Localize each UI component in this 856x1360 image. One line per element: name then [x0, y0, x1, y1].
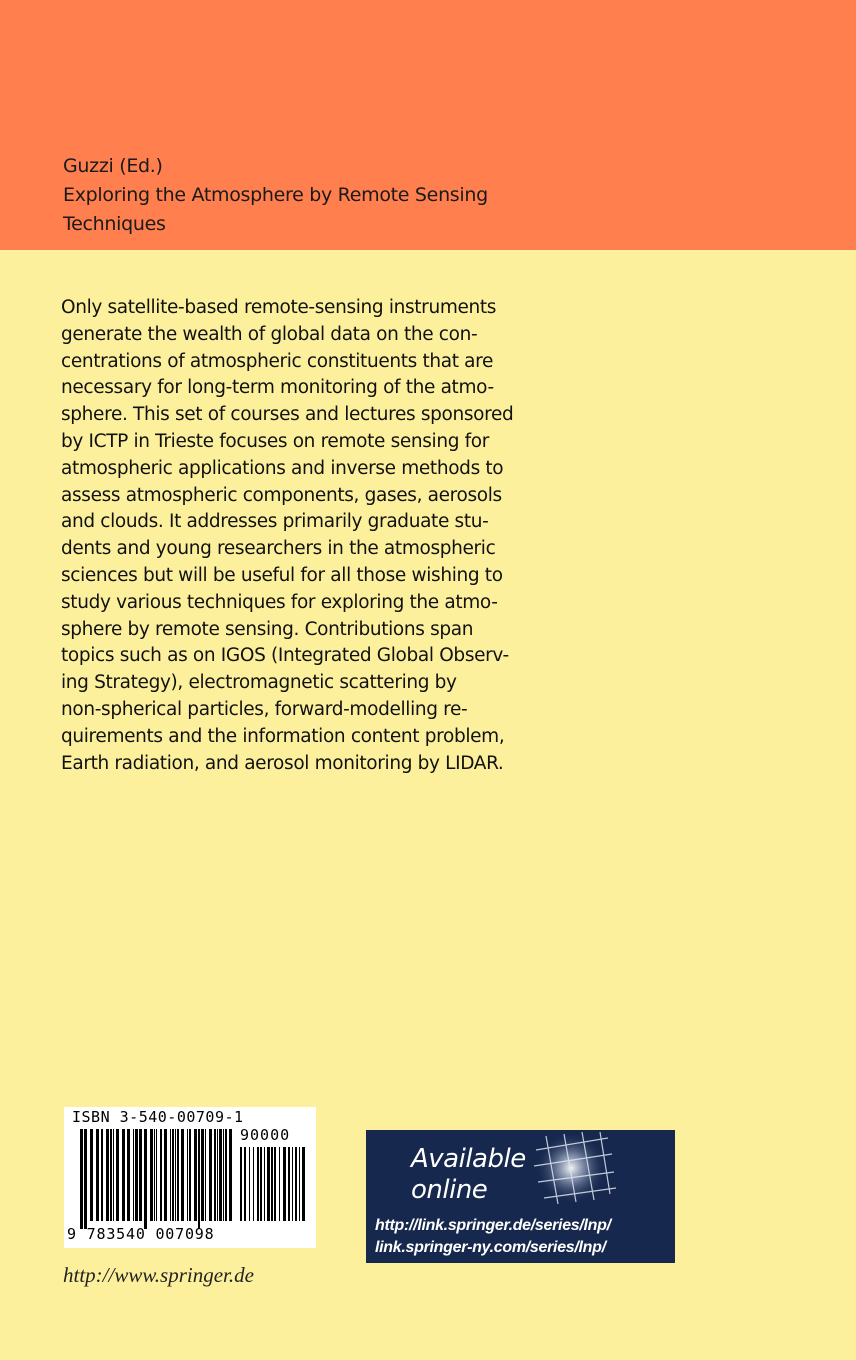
barcode-bar	[260, 1147, 262, 1221]
barcode-bar	[164, 1129, 167, 1221]
description-line: sphere. This set of courses and lectures sponsored	[61, 404, 514, 426]
isbn-number: ISBN 3-540-00709-1	[72, 1108, 244, 1126]
springer-de-series-link[interactable]: http://link.springer.de/series/lnp/	[375, 1217, 611, 1234]
description-line: centrations of atmospheric constituents that are	[61, 350, 494, 372]
ean-barcode-bars	[80, 1129, 234, 1229]
barcode-bar	[135, 1129, 138, 1221]
barcode-bar	[90, 1129, 93, 1221]
barcode-bar	[279, 1147, 280, 1221]
online-text: online	[411, 1175, 488, 1205]
description-line: generate the wealth of global data on the con-	[61, 323, 478, 345]
barcode-bar	[249, 1147, 250, 1221]
barcode-bar	[113, 1129, 114, 1221]
description-line: non-spherical particles, forward-modelling re-	[61, 698, 468, 720]
barcode-bar	[133, 1129, 134, 1221]
description-line: Only satellite-based remote-sensing instruments	[61, 297, 497, 318]
barcode-bar	[170, 1129, 171, 1221]
barcode-bar	[154, 1129, 155, 1221]
online-links	[375, 1215, 611, 1259]
description-line: and clouds. It addresses primarily graduate stu-	[61, 511, 489, 533]
isbn-barcode	[64, 1107, 316, 1248]
barcode-bar	[189, 1129, 191, 1221]
available-online-title	[411, 1144, 526, 1206]
barcode-bar	[160, 1129, 162, 1221]
barcode-bar	[201, 1129, 204, 1221]
barcode-bar	[299, 1147, 300, 1221]
description-line: topics such as on IGOS (Integrated Global Observ-	[61, 645, 509, 667]
ean-number: 9 783540 007098	[67, 1225, 215, 1243]
barcode-bar	[225, 1129, 227, 1221]
barcode-bar	[295, 1147, 297, 1221]
barcode-bar	[240, 1147, 242, 1221]
barcode-bar	[144, 1129, 147, 1229]
barcode-bar	[127, 1129, 130, 1221]
barcode-bar	[156, 1129, 157, 1221]
barcode-bar	[84, 1129, 87, 1229]
description-line: by ICTP in Trieste focuses on remote sensing for	[61, 430, 490, 452]
description-line: quirements and the information content problem,	[61, 725, 505, 747]
barcode-bar	[302, 1147, 305, 1221]
sparkle-grid-icon	[516, 1130, 626, 1210]
barcode-bar	[80, 1129, 83, 1229]
description-line: sphere by remote sensing. Contributions span	[61, 618, 474, 640]
barcode-bar	[198, 1129, 200, 1229]
description-line: atmospheric applications and inverse methods to	[61, 457, 504, 479]
springer-ny-series-link[interactable]: link.springer-ny.com/series/lnp/	[375, 1239, 606, 1256]
barcode-bar	[205, 1129, 206, 1221]
barcode-bar	[177, 1129, 179, 1221]
barcode-bar	[209, 1129, 212, 1221]
barcode-bar	[271, 1147, 273, 1221]
description-line: necessary for long-term monitoring of the atmo-	[61, 377, 494, 399]
barcode-bar	[101, 1129, 103, 1221]
barcode-bar	[292, 1147, 293, 1221]
barcode-bar	[175, 1129, 176, 1221]
barcode-bar	[96, 1129, 99, 1221]
description-line: assess atmospheric components, gases, aerosols	[61, 484, 502, 506]
barcode-bar	[283, 1147, 286, 1221]
barcode-bar	[219, 1129, 222, 1221]
barcode-bar	[172, 1129, 174, 1221]
barcode-bar	[217, 1129, 218, 1221]
description-line: ing Strategy), electromagnetic scattering by	[61, 672, 457, 694]
description-line: study various techniques for exploring the atmo-	[61, 591, 498, 613]
description-line: sciences but will be useful for all those wishing to	[61, 564, 503, 586]
available-online-panel	[366, 1130, 675, 1263]
addon-barcode-bars	[240, 1147, 308, 1229]
barcode-bar	[244, 1147, 246, 1221]
barcode-bar	[106, 1129, 109, 1221]
barcode-bar	[181, 1129, 184, 1221]
description-line: dents and young researchers in the atmospheric	[61, 538, 496, 560]
barcode-bar	[150, 1129, 153, 1221]
barcode-bar	[110, 1129, 112, 1221]
description-line: Earth radiation, and aerosol monitoring by LIDAR.	[61, 752, 504, 774]
book-description	[61, 295, 514, 777]
barcode-bar	[122, 1129, 125, 1221]
book-header	[63, 152, 488, 239]
barcode-bar	[253, 1147, 254, 1221]
barcode-bar	[274, 1147, 276, 1221]
barcode-bar	[288, 1147, 290, 1221]
barcode-bar	[214, 1129, 216, 1221]
barcode-bar	[194, 1129, 197, 1221]
publisher-url[interactable]: http://www.springer.de	[63, 1263, 254, 1287]
barcode-bar	[223, 1129, 224, 1221]
price-addon-number: 90000	[240, 1126, 291, 1144]
book-title-line-1: Exploring the Atmosphere by Remote Sensing	[63, 184, 488, 206]
book-title-line-2: Techniques	[63, 213, 166, 235]
available-text: Available	[411, 1144, 526, 1174]
barcode-bar	[139, 1129, 142, 1221]
barcode-bar	[267, 1147, 270, 1221]
barcode-bar	[116, 1129, 119, 1221]
barcode-bar	[229, 1129, 232, 1221]
barcode-bar	[264, 1147, 265, 1221]
barcode-bar	[187, 1129, 188, 1221]
editor-name: Guzzi (Ed.)	[63, 155, 163, 177]
barcode-bar	[257, 1147, 259, 1221]
